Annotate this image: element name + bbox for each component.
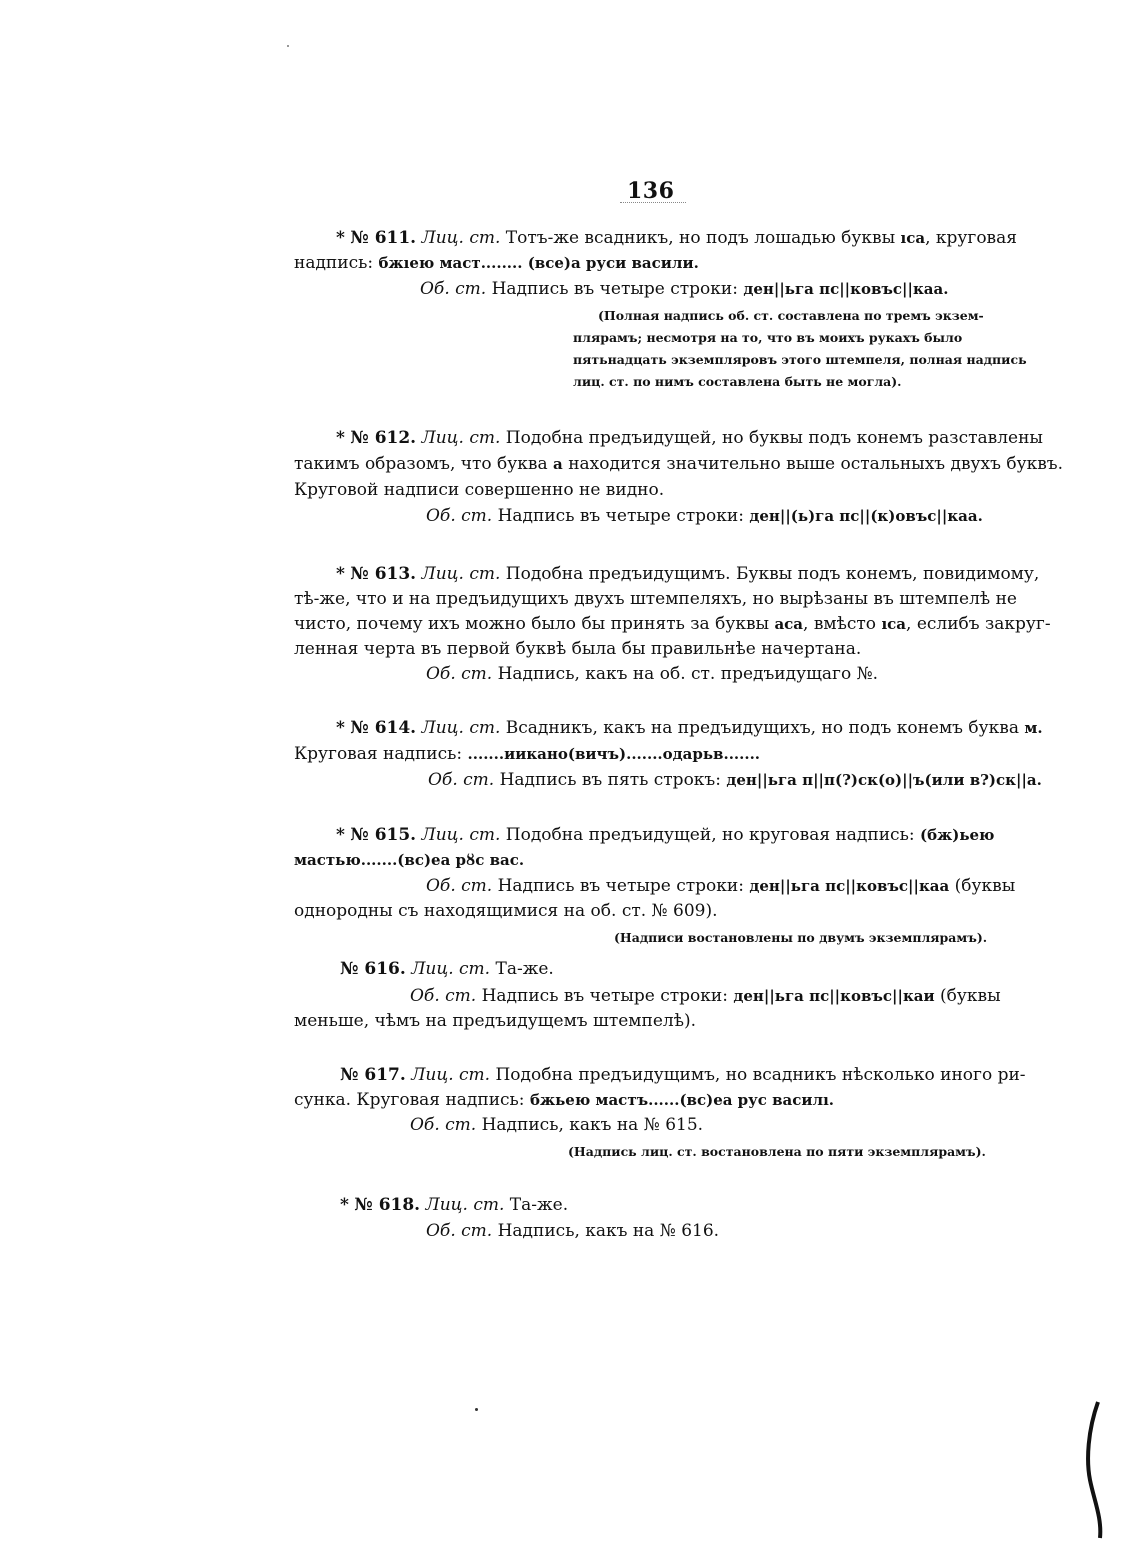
entry-611-note-3: пятьнадцать экземпляровъ этого штемпеля, полная надпись — [573, 352, 1027, 367]
lic-text: Та-же. — [495, 959, 554, 979]
entry-614-line-1 — [336, 717, 1043, 739]
entry-612-line-1 — [336, 427, 1043, 449]
entry-number: № 613. — [350, 564, 417, 584]
ob-text: Надпись, какъ на об. ст. предъидущаго №. — [497, 664, 879, 684]
lic-text: , еслибъ закруг- — [906, 614, 1051, 634]
slavonic-inscription: бжıею маст........ (все)а руси васили. — [378, 254, 699, 272]
ob-text: Надпись, какъ на № 616. — [497, 1221, 720, 1241]
entry-613-ob — [426, 663, 878, 685]
entry-618-line-1 — [340, 1194, 568, 1216]
lic-label: Лиц. ст. — [411, 1065, 491, 1085]
entry-611-line-1 — [336, 227, 1017, 249]
entry-613-line-2: тѣ-же, что и на предъидущихъ двухъ штемпеляхъ, но вырѣзаны въ штемпелѣ не — [294, 589, 1017, 609]
star-mark: * — [336, 718, 345, 738]
slavonic-inscription: ден||(ь)га пс||(к)овъс||каа. — [749, 507, 983, 525]
ob-label: Об. ст. — [410, 1115, 477, 1135]
ob-text: Надпись въ четыре строки: — [491, 279, 738, 299]
entry-615-line-1 — [336, 824, 995, 846]
page-number-rule — [620, 202, 686, 203]
ob-text: Надпись въ четыре строки: — [481, 986, 728, 1006]
entry-612-line-3: Круговой надписи совершенно не видно. — [294, 480, 665, 500]
page-edge-mark — [1080, 1400, 1110, 1540]
lic-text: находится значительно выше остальныхъ двухъ буквъ. — [568, 454, 1064, 474]
entry-616-line-1 — [340, 958, 554, 980]
entry-number: № 615. — [350, 825, 417, 845]
ob-label: Об. ст. — [426, 506, 493, 526]
lic-text: такимъ образомъ, что буква — [294, 454, 548, 474]
star-mark: * — [336, 825, 345, 845]
slavonic-inscription: бжьею мастъ......(вс)еа рус василı. — [529, 1091, 835, 1109]
ob-label: Об. ст. — [426, 876, 493, 896]
lic-label: Лиц. ст. — [411, 959, 491, 979]
ob-text: Надпись въ четыре строки: — [497, 506, 744, 526]
lic-text: Подобна предъидущимъ. Буквы подъ конемъ, повидимому, — [505, 564, 1040, 584]
ob-label: Об. ст. — [410, 986, 477, 1006]
slavonic-inscription: ден||ьга пс||ковъс||каа. — [743, 280, 949, 298]
entry-612-ob — [426, 505, 983, 527]
lic-label: Лиц. ст. — [421, 564, 501, 584]
entry-613-line-1 — [336, 563, 1040, 585]
ob-text: (буквы — [954, 876, 1016, 896]
lic-label: Лиц. ст. — [421, 825, 501, 845]
entry-616-ob — [410, 985, 1001, 1007]
entry-number: № 616. — [340, 959, 406, 979]
entry-617-line-2 — [294, 1089, 834, 1111]
lic-label: Лиц. ст. — [421, 718, 501, 738]
ob-text: Надпись въ пять строкъ: — [499, 770, 721, 790]
entry-618-ob — [426, 1220, 719, 1242]
slavonic-text: (бж)ьею — [919, 826, 995, 844]
entry-612-line-2 — [294, 453, 1064, 475]
entry-614-line-2 — [294, 743, 760, 765]
ob-text: Надпись въ четыре строки: — [497, 876, 744, 896]
lic-text: Круговая надпись: — [294, 744, 463, 764]
star-mark: * — [340, 1195, 349, 1215]
ob-label: Об. ст. — [426, 664, 493, 684]
slavonic-text: аса — [774, 615, 804, 633]
entry-614-ob — [428, 769, 1042, 791]
entry-615-ob-line-2: однородны съ находящимися на об. ст. № 609). — [294, 901, 718, 921]
star-mark: * — [336, 428, 345, 448]
entry-number: № 618. — [354, 1195, 421, 1215]
page-number: 136 — [627, 178, 675, 204]
entry-number: № 614. — [350, 718, 417, 738]
star-mark: * — [336, 228, 345, 248]
entry-611-ob — [420, 278, 948, 300]
entry-615-note: (Надписи востановлены по двумъ экземплярамъ). — [614, 930, 988, 945]
entry-611-line-2 — [294, 252, 699, 274]
entry-616-ob-line-2: меньше, чѣмъ на предъидущемъ штемпелѣ). — [294, 1011, 696, 1031]
lic-text: Подобна предъидущей, но буквы подъ конемъ разставлены — [505, 428, 1043, 448]
ob-text: (буквы — [940, 986, 1001, 1006]
star-mark: * — [336, 564, 345, 584]
entry-615-line-2 — [294, 849, 524, 871]
slavonic-inscription: ден||ьга пс||ковъс||каа — [749, 877, 950, 895]
entry-613-line-4: ленная черта въ первой буквѣ была бы правильнѣе начертана. — [294, 639, 862, 659]
slavonic-inscription: ден||ьга пс||ковъс||каи — [733, 987, 935, 1005]
ob-label: Об. ст. — [420, 279, 487, 299]
slavonic-inscription: .......иикано(вичъ).......одарьв....... — [467, 745, 761, 763]
slavonic-inscription: ден||ьга п||п(?)ск(о)||ъ(или в?)ск||а. — [726, 771, 1042, 789]
scan-speck — [287, 45, 289, 47]
ob-text: Надпись, какъ на № 615. — [481, 1115, 704, 1135]
lic-text: Подобна предъидущимъ, но всадникъ нѣсколько иного ри- — [495, 1065, 1026, 1085]
entry-617-ob — [410, 1114, 703, 1136]
scan-speck — [475, 1408, 478, 1411]
ob-label: Об. ст. — [428, 770, 495, 790]
lic-label: Лиц. ст. — [421, 428, 501, 448]
entry-617-line-1 — [340, 1064, 1026, 1086]
slavonic-text: м. — [1024, 719, 1043, 737]
slavonic-inscription: мастью.......(вс)еа рȣс вас. — [294, 851, 525, 869]
lic-text: сунка. Круговая надпись: — [294, 1090, 525, 1110]
entry-615-ob — [426, 875, 1016, 897]
slavonic-text: ıса — [900, 229, 926, 247]
lic-text: Подобна предъидущей, но круговая надпись: — [505, 825, 915, 845]
lic-text: Тотъ-же всадникъ, но подъ лошадью буквы — [505, 228, 896, 248]
lic-text: , круговая — [925, 228, 1017, 248]
entry-611-note-1: (Полная надпись об. ст. составлена по тремъ экзем- — [598, 308, 984, 323]
entry-number: № 612. — [350, 428, 417, 448]
entry-617-note: (Надпись лиц. ст. востановлена по пяти экземплярамъ). — [568, 1144, 986, 1159]
entry-611-note-4: лиц. ст. по нимъ составлена быть не могла). — [573, 374, 902, 389]
slavonic-text: а — [553, 455, 563, 473]
entry-number: № 611. — [350, 228, 417, 248]
lic-label: Лиц. ст. — [425, 1195, 505, 1215]
entry-611-note-2: плярамъ; несмотря на то, что въ моихъ рукахъ было — [573, 330, 963, 345]
lic-text: Та-же. — [509, 1195, 569, 1215]
ob-label: Об. ст. — [426, 1221, 493, 1241]
lic-text: , вмѣсто — [803, 614, 877, 634]
lic-label: Лиц. ст. — [421, 228, 501, 248]
entry-613-line-3 — [294, 613, 1051, 635]
lic-text: надпись: — [294, 253, 374, 273]
entry-number: № 617. — [340, 1065, 406, 1085]
slavonic-text: ıса — [881, 615, 907, 633]
lic-text: Всадникъ, какъ на предъидущихъ, но подъ конемъ буква — [505, 718, 1019, 738]
lic-text: чисто, почему ихъ можно было бы принять за буквы — [294, 614, 770, 634]
